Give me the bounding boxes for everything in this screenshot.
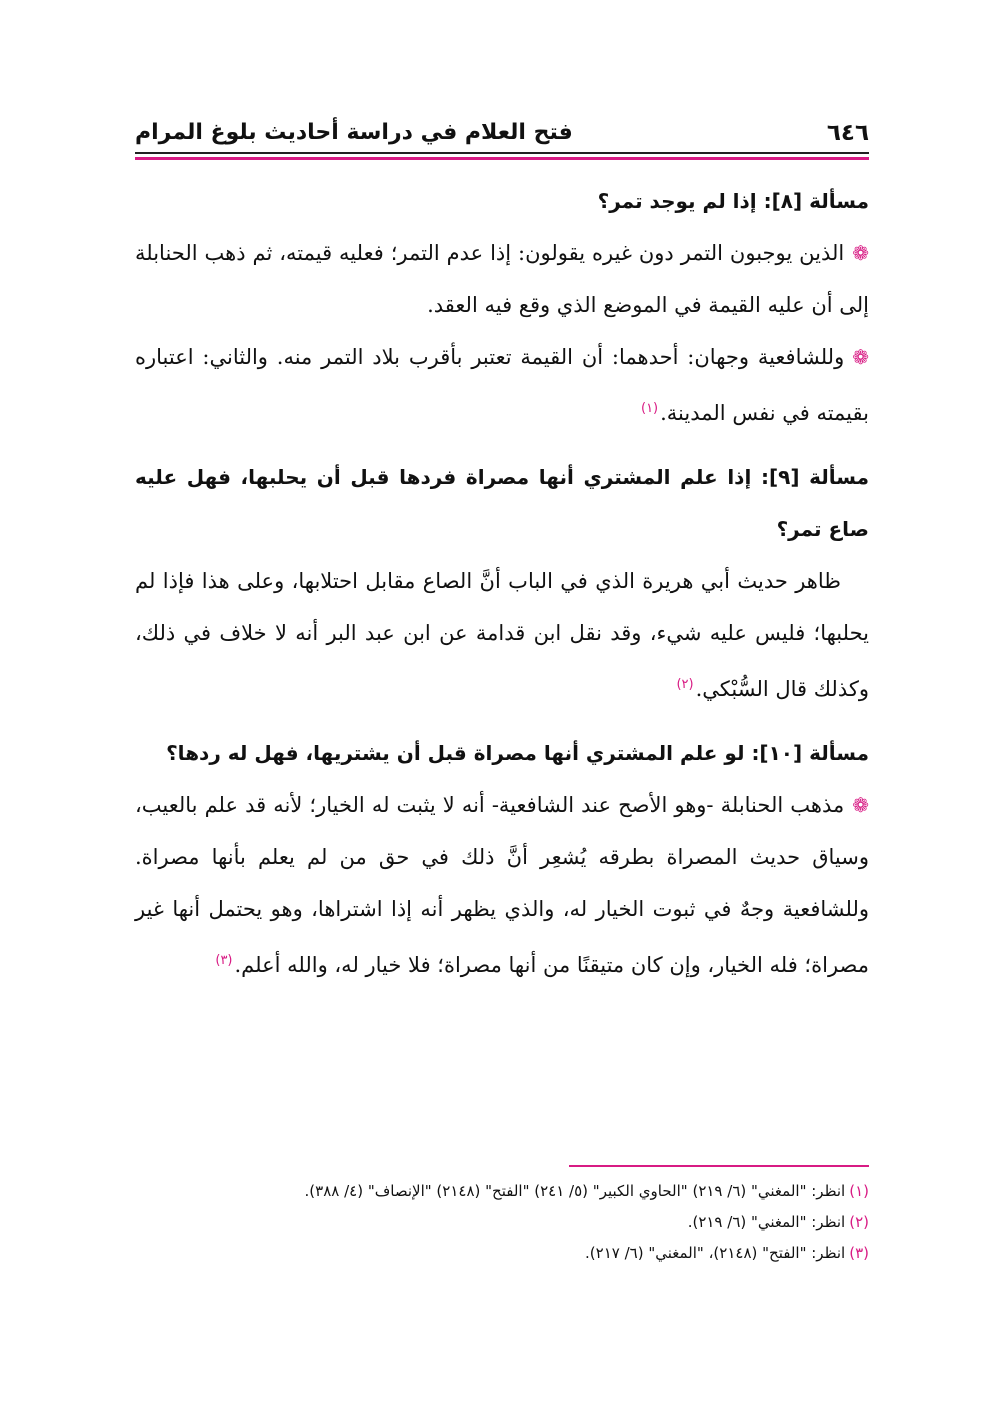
paragraph: ❁مذهب الحنابلة -وهو الأصح عند الشافعية- أنه لا يثبت له الخيار؛ لأنه قد علم بالعيب، وسياق حديث المصراة بطرقه يُشعِر أنَّ ذلك في حق من لم يعلم بأنها مصراة. وللشافعية وجهٌ في ثبوت الخيار له، والذي يظهر أنه إذا اشتراها، وهو يحتمل أنها غير مصراة؛ فله الخيار، وإن كان متيقنًا من أنها مصراة؛ فلا خيار له، والله أعلم.$^{(٣)}$ [135,793,869,977]
question-label: مسألة [٨]: [763,189,869,213]
footnote-number: (٣) [849,1244,869,1262]
question-heading [135,451,869,555]
flower-icon: ❁ [852,241,869,265]
footnote [135,1176,869,1207]
page-number: ٦٤٦ [826,120,869,146]
running-header [135,118,869,152]
paragraph: ❁الذين يوجبون التمر دون غيره يقولون: إذا عدم التمر؛ فعليه قيمته، ثم ذهب الحنابلة إلى أن عليه القيمة في الموضع الذي وقع فيه العقد. [135,241,869,317]
footnote-ref[interactable]: (٢) [676,677,694,692]
footnote-text: انظر: "المغني" (٦/ ٢١٩). [687,1213,846,1231]
footnote [135,1238,869,1269]
footnote-text: انظر: "المغني" (٦/ ٢١٩) "الحاوي الكبير" (٥/ ٢٤١) "الفتح" (٢١٤٨) "الإنصاف" (٤/ ٣٨٨). [304,1182,846,1200]
question-heading [135,727,869,779]
footnote-text: انظر: "الفتح" (٢١٤٨)، "المغني" (٦/ ٢١٧). [585,1244,846,1262]
question-heading [135,175,869,227]
flower-icon: ❁ [852,345,869,369]
main-text [135,175,869,991]
footnote-separator [569,1165,869,1167]
footnote-ref[interactable]: (١) [640,401,659,416]
book-title: فتح العلام في دراسة أحاديث بلوغ المرام [135,120,573,145]
paragraph: ❁وللشافعية وجهان: أحدهما: أن القيمة تعتبر بأقرب بلاد التمر منه. والثاني: اعتباره بقيمته في نفس المدينة.$^{(١)}$ [135,345,869,425]
header-rule-accent [135,157,869,160]
footnotes [135,1176,869,1269]
footnote [135,1207,869,1238]
header-rule-dark [135,152,869,154]
question-text: إذا علم المشتري أنها مصراة فردها قبل أن يحلبها، فهل عليه صاع تمر؟ [135,465,869,541]
question-text: إذا لم يوجد تمر؟ [597,189,757,213]
question-label: مسألة [٩]: [760,465,869,489]
question-text: لو علم المشتري أنها مصراة قبل أن يشتريها، فهل له ردها؟ [166,741,745,765]
footnote-number: (١) [849,1182,869,1200]
footnote-ref[interactable]: (٣) [215,953,233,968]
flower-icon: ❁ [852,793,869,817]
footnote-number: (٢) [849,1213,869,1231]
question-label: مسألة [١٠]: [751,741,869,765]
paragraph: ظاهر حديث أبي هريرة الذي في الباب أنَّ الصاع مقابل احتلابها، وعلى هذا فإذا لم يحلبها؛ فليس عليه شيء، وقد نقل ابن قدامة عن ابن عبد البر أنه لا خلاف في ذلك، وكذلك قال السُّبْكي.$^{(٢)}$ [135,569,869,701]
